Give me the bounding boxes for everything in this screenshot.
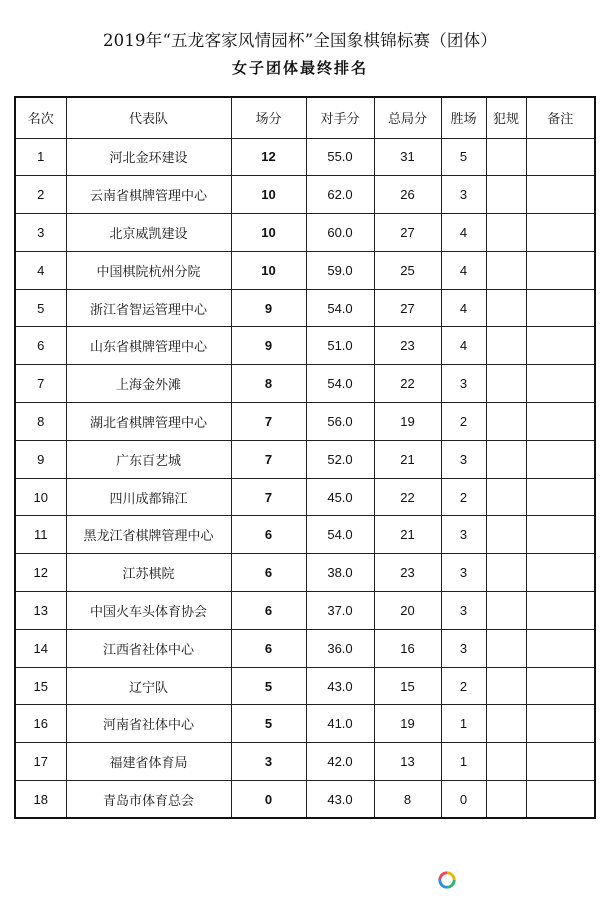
col-header-opponent-score: 对手分	[306, 97, 374, 138]
cell-rank: 14	[15, 629, 66, 667]
cell-fouls	[486, 289, 526, 327]
table-row	[15, 705, 595, 743]
cell-team: 江苏棋院	[66, 554, 231, 592]
cell-points: 5	[231, 667, 306, 705]
cell-opponent-score: 45.0	[306, 478, 374, 516]
cell-rank: 9	[15, 440, 66, 478]
cell-opponent-score: 54.0	[306, 516, 374, 554]
col-header-rank: 名次	[15, 97, 66, 138]
cell-wins: 3	[441, 554, 486, 592]
cell-fouls	[486, 667, 526, 705]
cell-wins: 4	[441, 251, 486, 289]
table-row	[15, 289, 595, 327]
cell-team: 辽宁队	[66, 667, 231, 705]
cell-team: 山东省棋牌管理中心	[66, 327, 231, 365]
cell-notes	[526, 478, 595, 516]
cell-points: 9	[231, 289, 306, 327]
cell-points: 6	[231, 554, 306, 592]
cell-notes	[526, 667, 595, 705]
cell-fouls	[486, 743, 526, 781]
cell-wins: 3	[441, 365, 486, 403]
cell-notes	[526, 705, 595, 743]
cell-team: 上海金外滩	[66, 365, 231, 403]
cell-opponent-score: 36.0	[306, 629, 374, 667]
cell-fouls	[486, 629, 526, 667]
cell-opponent-score: 55.0	[306, 138, 374, 176]
document-subtitle: 女子团体最终排名	[231, 59, 368, 77]
cell-game-score: 15	[374, 667, 441, 705]
cell-fouls	[486, 214, 526, 252]
cell-points: 8	[231, 365, 306, 403]
cell-points: 6	[231, 629, 306, 667]
col-header-game-score: 总局分	[374, 97, 441, 138]
cell-opponent-score: 52.0	[306, 440, 374, 478]
cell-wins: 4	[441, 327, 486, 365]
table-row	[15, 365, 595, 403]
cell-opponent-score: 43.0	[306, 667, 374, 705]
table-row	[15, 138, 595, 176]
cell-notes	[526, 440, 595, 478]
cell-team: 黑龙江省棋牌管理中心	[66, 516, 231, 554]
cell-fouls	[486, 516, 526, 554]
cell-notes	[526, 554, 595, 592]
cell-fouls	[486, 365, 526, 403]
cell-team: 云南省棋牌管理中心	[66, 176, 231, 214]
table-row	[15, 781, 595, 819]
cell-notes	[526, 516, 595, 554]
cell-wins: 2	[441, 667, 486, 705]
col-header-notes: 备注	[526, 97, 595, 138]
table-row	[15, 592, 595, 630]
table-row	[15, 327, 595, 365]
cell-points: 3	[231, 743, 306, 781]
cell-game-score: 16	[374, 629, 441, 667]
table-row	[15, 403, 595, 441]
table-row	[15, 478, 595, 516]
cell-game-score: 31	[374, 138, 441, 176]
cell-opponent-score: 62.0	[306, 176, 374, 214]
cell-team: 湖北省棋牌管理中心	[66, 403, 231, 441]
cell-rank: 17	[15, 743, 66, 781]
cell-opponent-score: 51.0	[306, 327, 374, 365]
cell-game-score: 21	[374, 516, 441, 554]
ring-logo-icon	[438, 871, 456, 889]
cell-points: 5	[231, 705, 306, 743]
document-title: 2019年“五龙客家风情园杯”全国象棋锦标赛（团体）	[102, 31, 498, 50]
table-row	[15, 629, 595, 667]
cell-wins: 0	[441, 781, 486, 819]
cell-fouls	[486, 327, 526, 365]
cell-game-score: 19	[374, 705, 441, 743]
cell-points: 6	[231, 592, 306, 630]
cell-notes	[526, 592, 595, 630]
cell-rank: 7	[15, 365, 66, 403]
cell-team: 四川成都锦江	[66, 478, 231, 516]
cell-wins: 4	[441, 289, 486, 327]
cell-opponent-score: 60.0	[306, 214, 374, 252]
cell-points: 12	[231, 138, 306, 176]
cell-points: 7	[231, 440, 306, 478]
table-row	[15, 743, 595, 781]
cell-notes	[526, 289, 595, 327]
cell-notes	[526, 781, 595, 819]
cell-points: 10	[231, 214, 306, 252]
cell-rank: 11	[15, 516, 66, 554]
table-row	[15, 176, 595, 214]
cell-game-score: 23	[374, 554, 441, 592]
cell-game-score: 8	[374, 781, 441, 819]
cell-rank: 6	[15, 327, 66, 365]
cell-opponent-score: 43.0	[306, 781, 374, 819]
table-row	[15, 440, 595, 478]
cell-game-score: 27	[374, 214, 441, 252]
cell-game-score: 23	[374, 327, 441, 365]
standings-table	[14, 96, 596, 819]
col-header-team: 代表队	[66, 97, 231, 138]
cell-game-score: 21	[374, 440, 441, 478]
cell-wins: 5	[441, 138, 486, 176]
cell-rank: 13	[15, 592, 66, 630]
col-header-fouls: 犯规	[486, 97, 526, 138]
cell-opponent-score: 41.0	[306, 705, 374, 743]
cell-wins: 1	[441, 743, 486, 781]
cell-opponent-score: 54.0	[306, 289, 374, 327]
cell-rank: 3	[15, 214, 66, 252]
header-row	[15, 97, 595, 138]
cell-points: 7	[231, 478, 306, 516]
cell-fouls	[486, 138, 526, 176]
cell-notes	[526, 629, 595, 667]
cell-fouls	[486, 705, 526, 743]
cell-fouls	[486, 251, 526, 289]
standings-body	[15, 138, 595, 818]
cell-rank: 1	[15, 138, 66, 176]
cell-team: 广东百艺城	[66, 440, 231, 478]
cell-team: 河南省社体中心	[66, 705, 231, 743]
cell-rank: 10	[15, 478, 66, 516]
cell-team: 河北金环建设	[66, 138, 231, 176]
cell-notes	[526, 403, 595, 441]
cell-fouls	[486, 478, 526, 516]
cell-notes	[526, 214, 595, 252]
cell-rank: 18	[15, 781, 66, 819]
cell-wins: 2	[441, 403, 486, 441]
cell-game-score: 13	[374, 743, 441, 781]
cell-notes	[526, 251, 595, 289]
cell-notes	[526, 743, 595, 781]
cell-rank: 15	[15, 667, 66, 705]
cell-game-score: 27	[374, 289, 441, 327]
cell-game-score: 25	[374, 251, 441, 289]
cell-rank: 16	[15, 705, 66, 743]
cell-points: 9	[231, 327, 306, 365]
cell-opponent-score: 59.0	[306, 251, 374, 289]
cell-notes	[526, 365, 595, 403]
cell-team: 福建省体育局	[66, 743, 231, 781]
cell-points: 6	[231, 516, 306, 554]
cell-notes	[526, 176, 595, 214]
cell-points: 10	[231, 176, 306, 214]
cell-opponent-score: 38.0	[306, 554, 374, 592]
cell-wins: 2	[441, 478, 486, 516]
cell-opponent-score: 54.0	[306, 365, 374, 403]
cell-rank: 8	[15, 403, 66, 441]
cell-game-score: 22	[374, 478, 441, 516]
cell-fouls	[486, 781, 526, 819]
cell-wins: 3	[441, 516, 486, 554]
cell-game-score: 26	[374, 176, 441, 214]
cell-wins: 3	[441, 592, 486, 630]
cell-wins: 4	[441, 214, 486, 252]
table-row	[15, 214, 595, 252]
cell-fouls	[486, 440, 526, 478]
cell-fouls	[486, 176, 526, 214]
cell-rank: 5	[15, 289, 66, 327]
cell-game-score: 22	[374, 365, 441, 403]
cell-opponent-score: 37.0	[306, 592, 374, 630]
cell-wins: 3	[441, 629, 486, 667]
cell-team: 中国棋院杭州分院	[66, 251, 231, 289]
cell-game-score: 19	[374, 403, 441, 441]
cell-fouls	[486, 403, 526, 441]
col-header-wins: 胜场	[441, 97, 486, 138]
table-row	[15, 516, 595, 554]
cell-rank: 4	[15, 251, 66, 289]
cell-fouls	[486, 592, 526, 630]
col-header-points: 场分	[231, 97, 306, 138]
cell-notes	[526, 138, 595, 176]
cell-points: 7	[231, 403, 306, 441]
table-row	[15, 251, 595, 289]
cell-rank: 12	[15, 554, 66, 592]
cell-wins: 3	[441, 176, 486, 214]
cell-team: 中国火车头体育协会	[66, 592, 231, 630]
cell-points: 0	[231, 781, 306, 819]
table-row	[15, 667, 595, 705]
cell-game-score: 20	[374, 592, 441, 630]
table-row	[15, 554, 595, 592]
cell-wins: 3	[441, 440, 486, 478]
cell-fouls	[486, 554, 526, 592]
cell-rank: 2	[15, 176, 66, 214]
cell-points: 10	[231, 251, 306, 289]
cell-team: 北京威凯建设	[66, 214, 231, 252]
cell-opponent-score: 56.0	[306, 403, 374, 441]
cell-wins: 1	[441, 705, 486, 743]
cell-team: 江西省社体中心	[66, 629, 231, 667]
cell-team: 浙江省智运管理中心	[66, 289, 231, 327]
cell-team: 青岛市体育总会	[66, 781, 231, 819]
cell-notes	[526, 327, 595, 365]
cell-opponent-score: 42.0	[306, 743, 374, 781]
